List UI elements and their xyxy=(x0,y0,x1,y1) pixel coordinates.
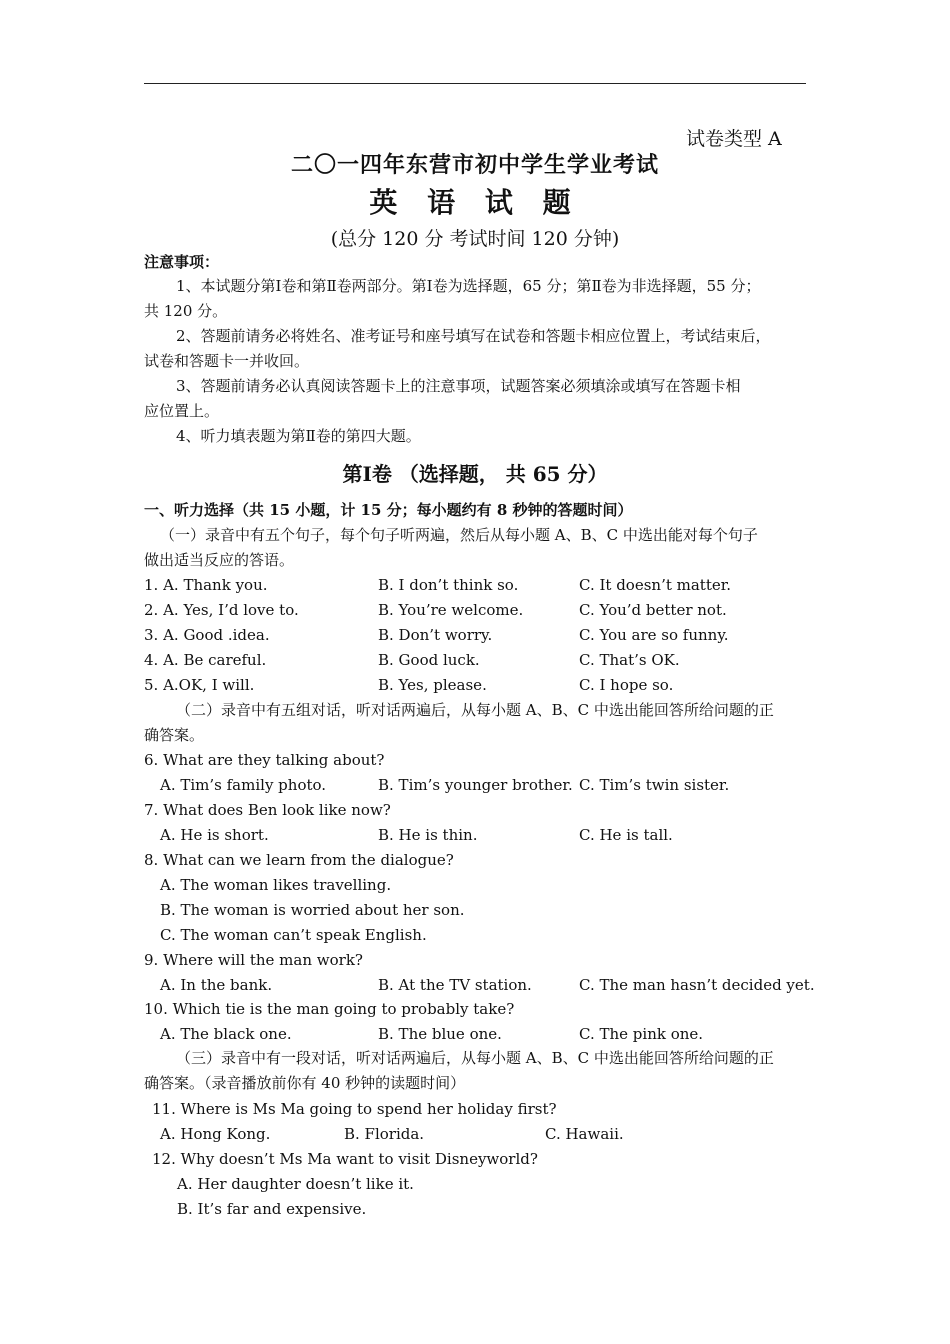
notes-heading: 注意事项： xyxy=(144,253,220,271)
q12-option-a: A. Her daughter doesn’t like it. xyxy=(177,1175,414,1193)
paper-type-label: 试卷类型 A xyxy=(686,128,782,150)
note-3-line-1: 3、答题前请务必认真阅读答题卡上的注意事项，试题答案必须填涂或填写在答题卡相 xyxy=(176,377,741,395)
sub-1-instruction-line-1: （一）录音中有五个句子，每个句子听两遍，然后从每小题 A、B、C 中选出能对每个句子 xyxy=(160,526,758,544)
q5-option-a: 5. A.OK, I will. xyxy=(144,676,255,694)
q3-option-b: B. Don’t worry. xyxy=(378,626,493,644)
q12-option-b: B. It’s far and expensive. xyxy=(177,1200,367,1218)
q6-stem: 6. What are they talking about? xyxy=(144,751,385,769)
q10-option-b: B. The blue one. xyxy=(378,1025,502,1043)
section-1-title: 第Ⅰ卷 （选择题， 共 65 分） xyxy=(342,462,608,486)
q10-stem: 10. Which tie is the man going to probably take? xyxy=(144,1000,515,1018)
exam-title: 二〇一四年东营市初中学生学业考试 xyxy=(290,152,659,178)
q11-option-c: C. Hawaii. xyxy=(545,1125,624,1143)
q2-option-b: B. You’re welcome. xyxy=(378,601,524,619)
note-2-line-1: 2、答题前请务必将姓名、准考证号和座号填写在试卷和答题卡相应位置上，考试结束后， xyxy=(176,327,771,345)
sub-3-instruction-line-1: （三）录音中有一段对话，听对话两遍后，从每小题 A、B、C 中选出能回答所给问题的正 xyxy=(176,1049,774,1067)
q4-option-a: 4. A. Be careful. xyxy=(144,651,267,669)
q2-option-a: 2. A. Yes, I’d love to. xyxy=(144,601,299,619)
note-3-line-2: 应位置上。 xyxy=(144,402,220,420)
q5-option-b: B. Yes, please. xyxy=(378,676,487,694)
q9-option-b: B. At the TV station. xyxy=(378,976,532,994)
q3-option-c: C. You are so funny. xyxy=(579,626,729,644)
q7-option-c: C. He is tall. xyxy=(579,826,673,844)
q8-option-a: A. The woman likes travelling. xyxy=(160,876,392,894)
q6-option-b: B. Tim’s younger brother. xyxy=(378,776,573,794)
note-1-line-2: 共 120 分。 xyxy=(144,302,228,320)
q12-stem: 12. Why doesn’t Ms Ma want to visit Disneyworld? xyxy=(152,1150,538,1168)
q2-option-c: C. You’d better not. xyxy=(579,601,727,619)
q9-stem: 9. Where will the man work? xyxy=(144,951,363,969)
q8-option-c: C. The woman can’t speak English. xyxy=(160,926,427,944)
q6-option-a: A. Tim’s family photo. xyxy=(160,776,327,794)
sub-2-instruction-line-1: （二）录音中有五组对话，听对话两遍后，从每小题 A、B、C 中选出能回答所给问题的正 xyxy=(176,701,774,719)
q5-option-c: C. I hope so. xyxy=(579,676,674,694)
q10-option-a: A. The black one. xyxy=(160,1025,292,1043)
q3-option-a: 3. A. Good .idea. xyxy=(144,626,270,644)
q4-option-c: C. That’s OK. xyxy=(579,651,680,669)
q6-option-c: C. Tim’s twin sister. xyxy=(579,776,730,794)
q7-option-a: A. He is short. xyxy=(160,826,269,844)
part-1-title: 一、听力选择（共 15 小题，计 15 分；每小题约有 8 秒钟的答题时间） xyxy=(144,501,633,519)
q9-option-a: A. In the bank. xyxy=(160,976,273,994)
q7-option-b: B. He is thin. xyxy=(378,826,478,844)
score-time-line: (总分 120 分 考试时间 120 分钟) xyxy=(330,228,620,250)
sub-1-instruction-line-2: 做出适当反应的答语。 xyxy=(144,551,295,569)
q7-stem: 7. What does Ben look like now? xyxy=(144,801,391,819)
q10-option-c: C. The pink one. xyxy=(579,1025,704,1043)
q11-option-b: B. Florida. xyxy=(344,1125,425,1143)
q4-option-b: B. Good luck. xyxy=(378,651,480,669)
note-1-line-1: 1、本试题分第Ⅰ卷和第Ⅱ卷两部分。第Ⅰ卷为选择题，65 分；第Ⅱ卷为非选择题，55 分； xyxy=(176,277,761,295)
q1-option-b: B. I don’t think so. xyxy=(378,576,519,594)
sub-2-instruction-line-2: 确答案。 xyxy=(144,726,205,744)
q8-stem: 8. What can we learn from the dialogue? xyxy=(144,851,454,869)
q9-option-c: C. The man hasn’t decided yet. xyxy=(579,976,815,994)
q8-option-b: B. The woman is worried about her son. xyxy=(160,901,465,919)
subject-title: 英 语 试 题 xyxy=(369,186,581,219)
q1-option-a: 1. A. Thank you. xyxy=(144,576,268,594)
note-4-line-1: 4、听力填表题为第Ⅱ卷的第四大题。 xyxy=(176,427,421,445)
q11-option-a: A. Hong Kong. xyxy=(160,1125,271,1143)
q11-stem: 11. Where is Ms Ma going to spend her holiday first? xyxy=(152,1100,557,1118)
note-2-line-2: 试卷和答题卡一并收回。 xyxy=(144,352,310,370)
sub-3-instruction-line-2: 确答案。（录音播放前你有 40 秒钟的读题时间） xyxy=(144,1074,466,1092)
q1-option-c: C. It doesn’t matter. xyxy=(579,576,732,594)
header-rule xyxy=(144,83,806,84)
